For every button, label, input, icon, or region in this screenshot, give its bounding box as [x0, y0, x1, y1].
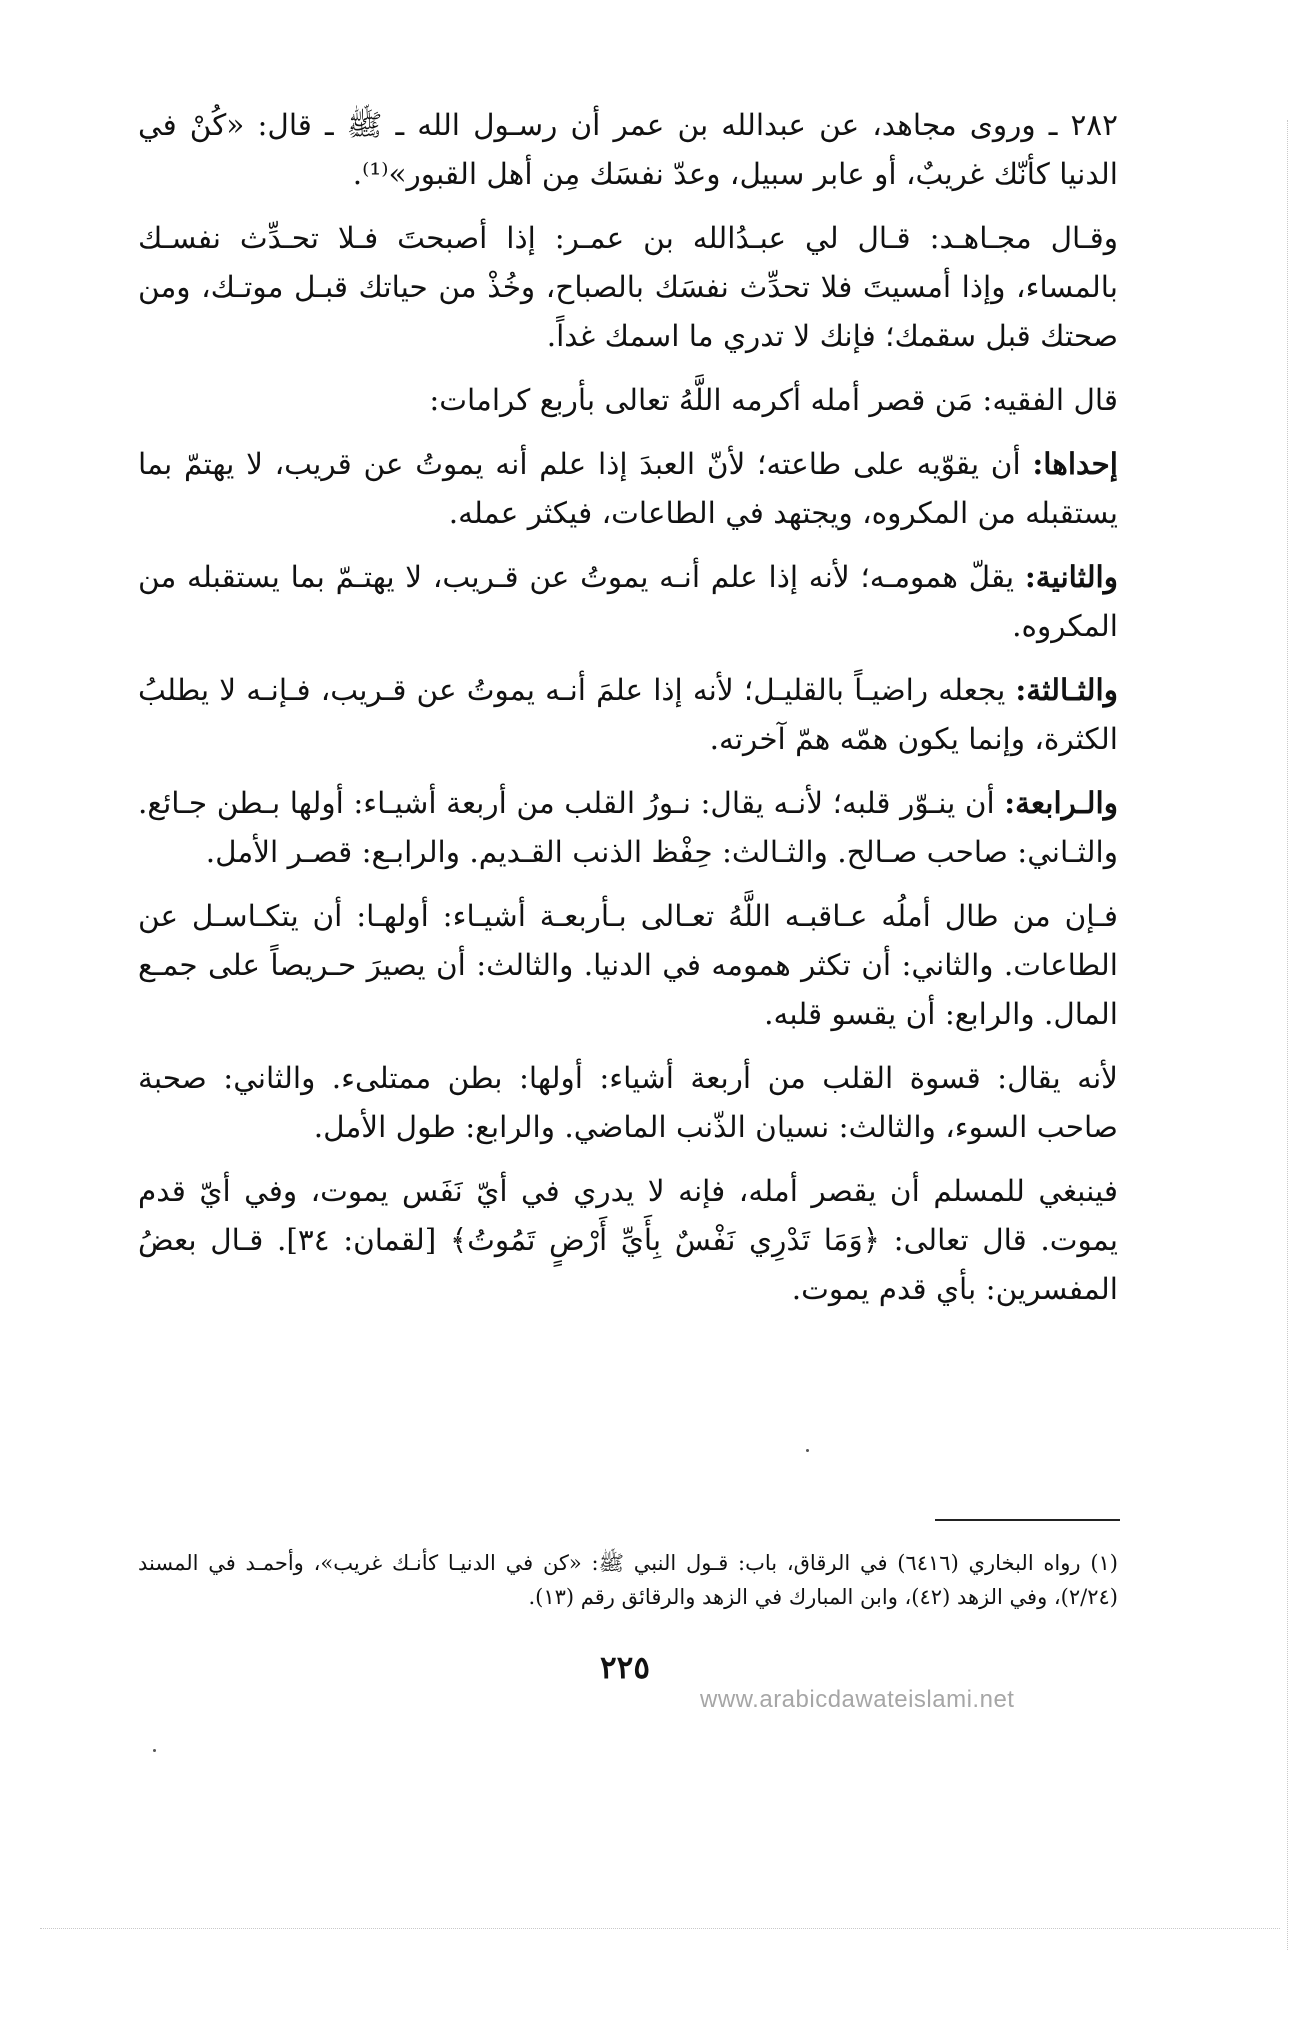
footnote-divider	[935, 1519, 1120, 1521]
paragraph-mujahid	[138, 213, 1118, 361]
paragraph-long-hope	[138, 891, 1118, 1039]
paragraph-text: ٢٨٢ ـ وروى مجاهد، عن عبدالله بن عمر أن رسـول الله ـ ﷺ ـ قال: «كُنْ في الدنيا كأنّك غريبٌ، أو عابر سبيل، وعدّ نفسَك مِن أهل القبور»⁽¹⁾.	[138, 108, 1118, 191]
scan-edge-line	[1287, 120, 1288, 1950]
paragraph-second	[138, 552, 1118, 651]
paragraph-text: فـإن من طال أملُه عـاقبـه اللَّهُ تعـالى بـأربعـة أشيـاء: أولهـا: أن يتكـاسـل عن الطاعات. والثاني: أن تكثر همومه في الدنيا. والثالث: أن يصيرَ حـريصاً على جمـع المال. والرابع: أن يقسو قلبه.	[138, 899, 1118, 1031]
paragraph-text: يجعله راضيـاً بالقليـل؛ لأنه إذا علمَ أنـه يموتُ عن قـريب، فـإنـه لا يطلبُ الكثرة، وإنما يكون همّه همّ آخرته.	[138, 673, 1118, 756]
paragraph-lead: والثـالثة:	[1015, 672, 1118, 707]
scan-bottom-dots	[40, 1928, 1280, 1929]
paragraph-hard-heart	[138, 1053, 1118, 1152]
paragraph-text: وقـال مجـاهـد: قـال لي عبـدُالله بن عمـر: إذا أصبحتَ فـلا تحـدِّث نفسـك بالمساء، وإذا أمسيتَ فلا تحدِّث نفسَك بالصباح، وخُذْ من حياتك قبـل موتـك، ومن صحتك قبل سقمك؛ فإنك لا تدري ما اسمك غداً.	[138, 221, 1118, 353]
paragraph-conclusion	[138, 1166, 1118, 1314]
paragraph-lead: إحداها:	[1032, 446, 1118, 481]
main-text	[138, 100, 1118, 1328]
paragraph-text: قال الفقيه: مَن قصر أمله أكرمه اللَّهُ تعالى بأربع كرامات:	[429, 383, 1118, 417]
scan-speck	[153, 1749, 156, 1752]
paragraph-text: فينبغي للمسلم أن يقصر أمله، فإنه لا يدري في أيّ نَفَس يموت، وفي أيّ قدم يموت. قال تعالى: ﴿وَمَا تَدْرِي نَفْسٌ بِأَيِّ أَرْضٍ تَمُوتُ﴾ [لقمان: ٣٤]. قـال بعضُ المفسرين: بأي قدم يموت.	[138, 1174, 1118, 1306]
paragraph-hadith-282	[138, 100, 1118, 199]
paragraph-lead: والثانية:	[1024, 559, 1118, 594]
watermark-url: www.arabicdawateislami.net	[700, 1686, 1015, 1713]
paragraph-fourth	[138, 778, 1118, 877]
paragraph-text: يقلّ همومـه؛ لأنه إذا علم أنـه يموتُ عن قـريب، لا يهتـمّ بما يستقبله من المكروه.	[138, 560, 1118, 643]
paragraph-text: أن يقوّيه على طاعته؛ لأنّ العبدَ إذا علم أنه يموتُ عن قريب، لا يهتمّ بما يستقبله من المكروه، ويجتهد في الطاعات، فيكثر عمله.	[138, 447, 1118, 530]
paragraph-lead: والـرابعة:	[1004, 785, 1118, 820]
paragraph-faqih	[138, 375, 1118, 425]
paragraph-text: لأنه يقال: قسوة القلب من أربعة أشياء: أولها: بطن ممتلىء. والثاني: صحبة صاحب السوء، والثالث: نسيان الذّنب الماضي. والرابع: طول الأمل.	[138, 1061, 1118, 1144]
scan-speck	[806, 1449, 809, 1452]
paragraph-first	[138, 439, 1118, 538]
paragraph-text: أن ينـوّر قلبه؛ لأنـه يقال: نـورُ القلب من أربعة أشيـاء: أولها بـطن جـائع. والثـاني: صاحب صـالح. والثـالث: حِفْظ الذنب القـديم. والرابـع: قصـر الأمل.	[138, 786, 1118, 869]
paragraph-third	[138, 665, 1118, 764]
footnote: (١) رواه البخاري (٦٤١٦) في الرقاق، باب: قـول النبي ﷺ: «كن في الدنيـا كأنـك غريب»، وأحمـد في المسند (٢/٢٤)، وفي الزهد (٤٢)، وابن المبارك في الزهد والرقائق رقم (١٣).	[138, 1551, 1118, 1609]
page-number: ٢٢٥	[600, 1650, 650, 1686]
